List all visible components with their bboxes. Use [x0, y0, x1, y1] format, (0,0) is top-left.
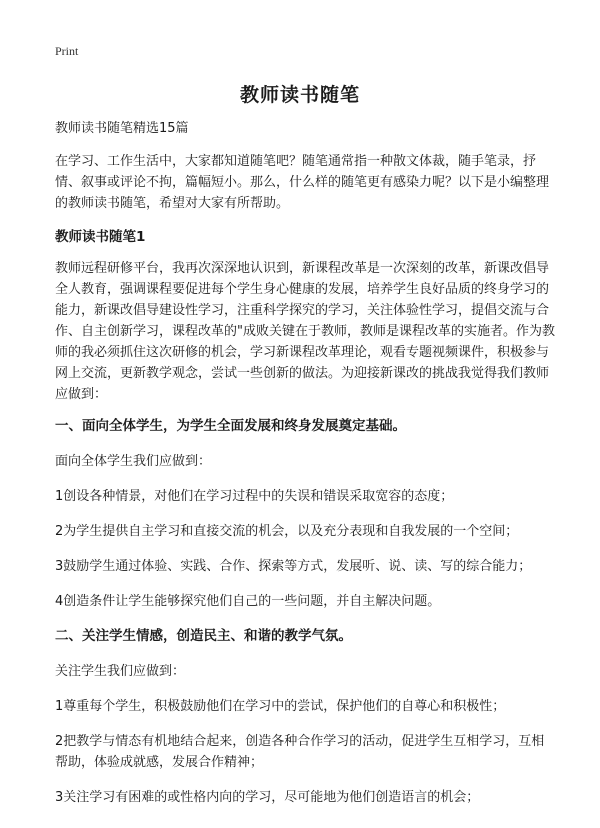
- essay-heading: 教师读书随笔1: [55, 229, 146, 245]
- print-link[interactable]: Print: [55, 44, 79, 58]
- page-title: 教师读书随笔: [239, 84, 360, 106]
- list-item: 1尊重每个学生，积极鼓励他们在学习中的尝试，保护他们的自尊心和积极性；: [55, 699, 506, 714]
- list-item: 2为学生提供自主学习和直接交流的机会，以及充分表现和自我发展的一个空间；: [55, 524, 519, 539]
- list-item: 3鼓励学生通过体验、实践、合作、探索等方式，发展听、说、读、写的综合能力；: [55, 559, 532, 574]
- list-item: 3关注学习有困难的或性格内向的学习，尽可能地为他们创造语言的机会；: [55, 790, 480, 805]
- section-heading-1: 一、面向全体学生，为学生全面发展和终身发展奠定基础。: [55, 418, 406, 434]
- list-item: 2把教学与情态有机地结合起来，创造各种合作学习的活动，促进学生互相学习，互相帮助，体验成就感，发展合作精神；: [55, 734, 545, 770]
- section-lead-2: 关注学生我们应做到：: [55, 664, 186, 679]
- essay-paragraph: 教师远程研修平台，我再次深深地认识到，新课程改革是一次深刻的改革，新课改倡导全人教育，强调课程要促进每个学生身心健康的发展，培养学生良好品质的终身学习的能力，新课改倡导建设性学习，注重科学探究的学习，关注体验性学习，提倡交流与合作、自主创新学习，课程改革的"成败关键在于教师，教师是课程改革的实施者。作为教师的我必须抓住这次研修的机会，学习新课程改革理论，观看专题视频课件，积极参与网上交流，更新教学观念，尝试一些创新的做法。为迎接新课改的挑战我觉得我们教师应做到：: [55, 261, 555, 402]
- article-subtitle: 教师读书随笔精选15篇: [55, 121, 189, 136]
- section-heading-2: 二、关注学生情感，创造民主、和谐的教学气氛。: [55, 628, 352, 644]
- section-lead-1: 面向全体学生我们应做到：: [55, 454, 212, 469]
- list-item: 4创造条件让学生能够探究他们自己的一些问题，并自主解决问题。: [55, 594, 441, 609]
- intro-paragraph: 在学习、工作生活中，大家都知道随笔吧？随笔通常指一种散文体裁，随手笔录，抒情、叙事或评论不拘，篇幅短小。那么，什么样的随笔更有感染力呢？以下是小编整理的教师读书随笔，希望对大家有所帮助。: [55, 154, 550, 211]
- article-body: [55, 118, 555, 822]
- list-item: 1创设各种情景，对他们在学习过程中的失误和错误采取宽容的态度；: [55, 489, 454, 504]
